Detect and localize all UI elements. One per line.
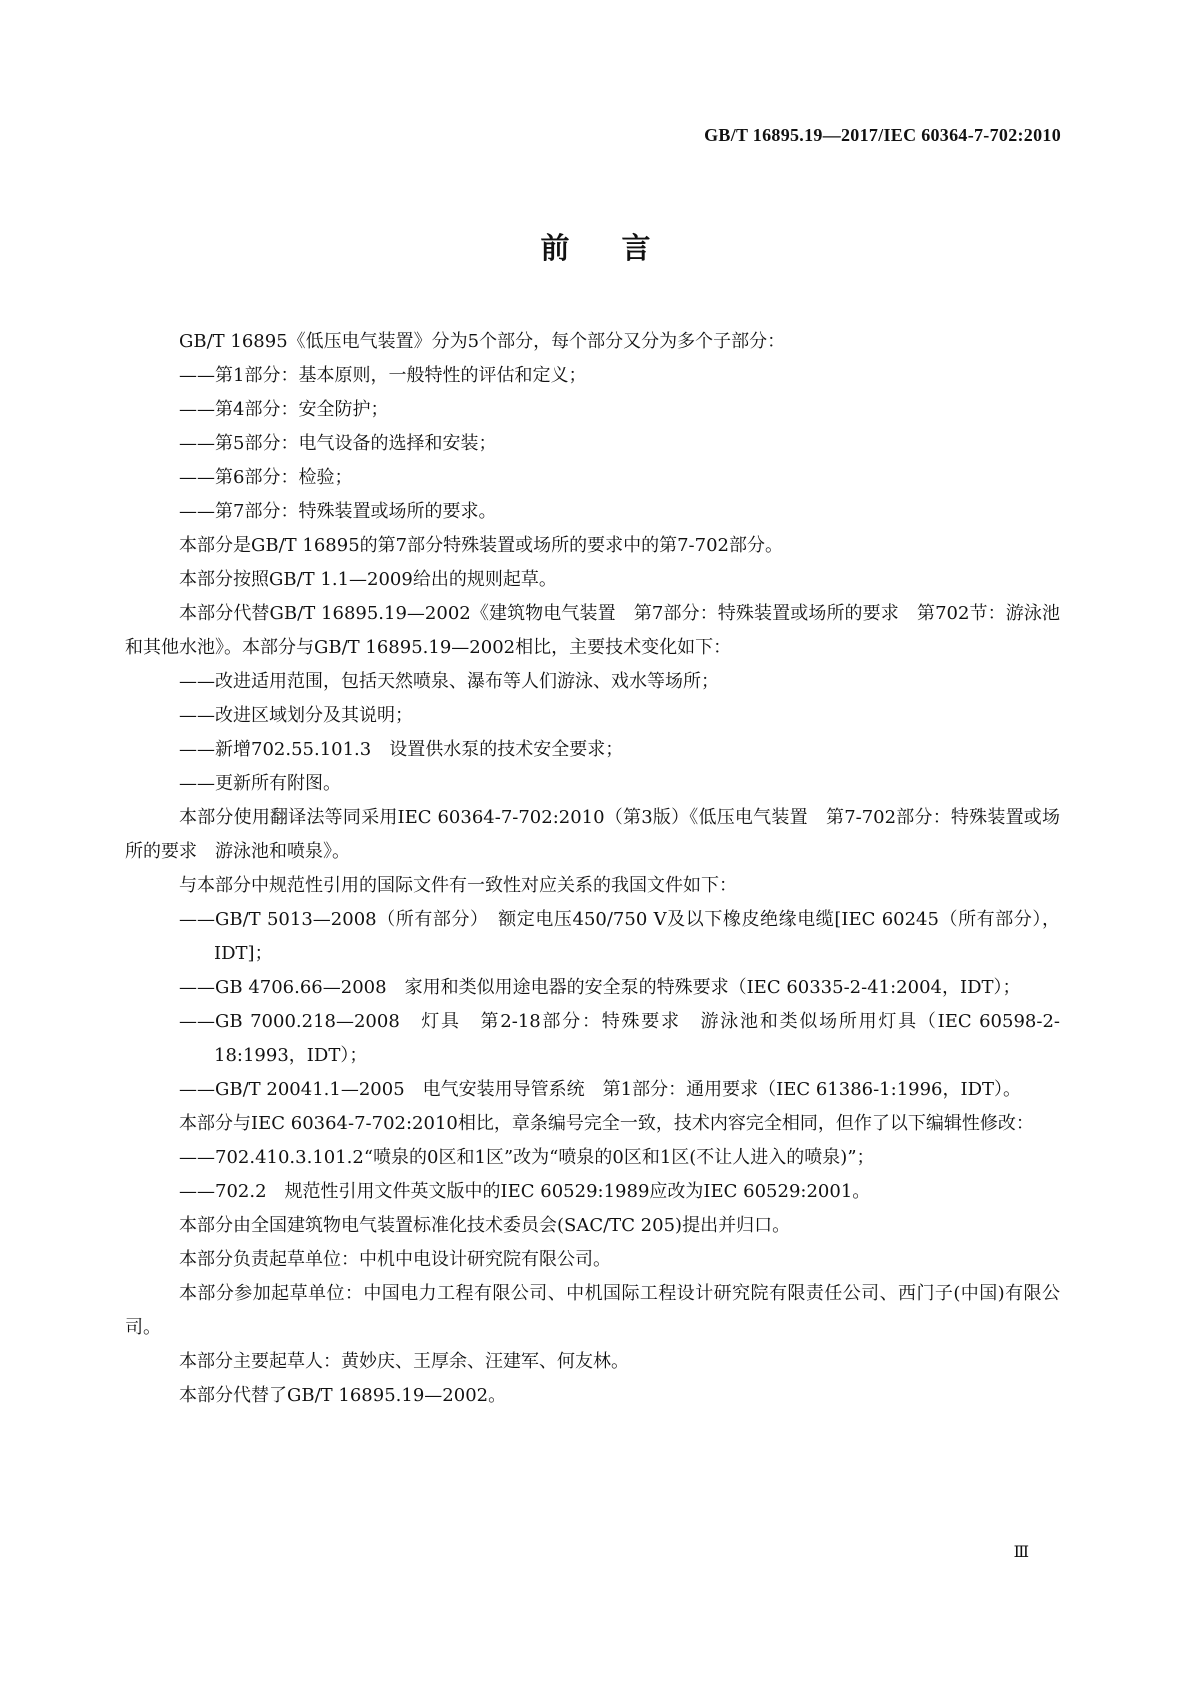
lead-drafter-org-paragraph: 本部分负责起草单位：中机中电设计研究院有限公司。 [179,1249,611,1270]
intro-paragraph: GB/T 16895《低压电气装置》分为5个部分，每个部分又分为多个子部分： [179,331,786,352]
editorial-item-iec-60529: ——702.2 规范性引用文件英文版中的IEC 60529:1989应改为IEC 60529:2001。 [179,1181,871,1202]
page-number: Ⅲ [1013,1542,1029,1561]
editorial-item-fountain-zones: ——702.410.3.101.2“喷泉的0区和1区”改为“喷泉的0区和1区(不让人进入的喷泉)”； [179,1147,875,1168]
list-item-part-4: ——第4部分：安全防护； [179,399,389,420]
reference-item-gb-7000-218: ——GB 7000.218—2008 灯具 第2-18部分：特殊要求 游泳池和类似场所用灯具（IEC 60598-2-18:1993，IDT）； [179,1011,1060,1066]
reference-item-gb-4706-66: ——GB 4706.66—2008 家用和类似用途电器的安全泵的特殊要求（IEC 60335-2-41:2004，IDT）； [179,977,1021,998]
page-title: 前言 [540,231,703,265]
drafting-rules-paragraph: 本部分按照GB/T 1.1—2009给出的规则起草。 [179,569,557,590]
document-body [125,325,1060,1413]
change-item-scope: ——改进适用范围，包括天然喷泉、瀑布等人们游泳、戏水等场所； [179,671,719,692]
scope-paragraph: 本部分是GB/T 16895的第7部分特殊装置或场所的要求中的第7-702部分。 [179,535,783,556]
list-item-part-6: ——第6部分：检验； [179,467,353,488]
list-item-part-1: ——第1部分：基本原则，一般特性的评估和定义； [179,365,587,386]
replaced-standard-paragraph: 本部分代替了GB/T 16895.19—2002。 [179,1385,507,1406]
reference-item-gb-t-20041-1: ——GB/T 20041.1—2005 电气安装用导管系统 第1部分：通用要求（IEC 61386-1:1996，IDT）。 [179,1079,1022,1100]
list-item-part-7: ——第7部分：特殊装置或场所的要求。 [179,501,497,522]
drafters-paragraph: 本部分主要起草人：黄妙庆、王厚余、汪建军、何友林。 [179,1351,629,1372]
translation-paragraph: 本部分使用翻译法等同采用IEC 60364-7-702:2010（第3版）《低压电气装置 第7-702部分：特殊装置或场所的要求 游泳池和喷泉》。 [125,807,1060,862]
list-item-part-5: ——第5部分：电气设备的选择和安装； [179,433,497,454]
change-item-pump: ——新增702.55.101.3 设置供水泵的技术安全要求； [179,739,624,760]
proposer-paragraph: 本部分由全国建筑物电气装置标准化技术委员会(SAC/TC 205)提出并归口。 [179,1215,791,1236]
participating-orgs-paragraph: 本部分参加起草单位：中国电力工程有限公司、中机国际工程设计研究院有限责任公司、西门子(中国)有限公司。 [125,1283,1060,1338]
reference-item-gb-t-5013: ——GB/T 5013—2008（所有部分） 额定电压450/750 V及以下橡皮绝缘电缆[IEC 60245（所有部分），IDT]； [179,909,1060,964]
editorial-changes-paragraph: 本部分与IEC 60364-7-702:2010相比，章条编号完全一致，技术内容完全相同，但作了以下编辑性修改： [179,1113,1034,1134]
standard-number-header: GB/T 16895.19—2017/IEC 60364-7-702:2010 [704,125,1061,145]
change-item-figures: ——更新所有附图。 [179,773,341,794]
change-item-zones: ——改进区域划分及其说明； [179,705,413,726]
correspondence-intro-paragraph: 与本部分中规范性引用的国际文件有一致性对应关系的我国文件如下： [179,875,737,896]
replacement-paragraph: 本部分代替GB/T 16895.19—2002《建筑物电气装置 第7部分：特殊装置或场所的要求 第702节：游泳池和其他水池》。本部分与GB/T 16895.19—2002相比，主要技术变化如下： [125,603,1060,658]
